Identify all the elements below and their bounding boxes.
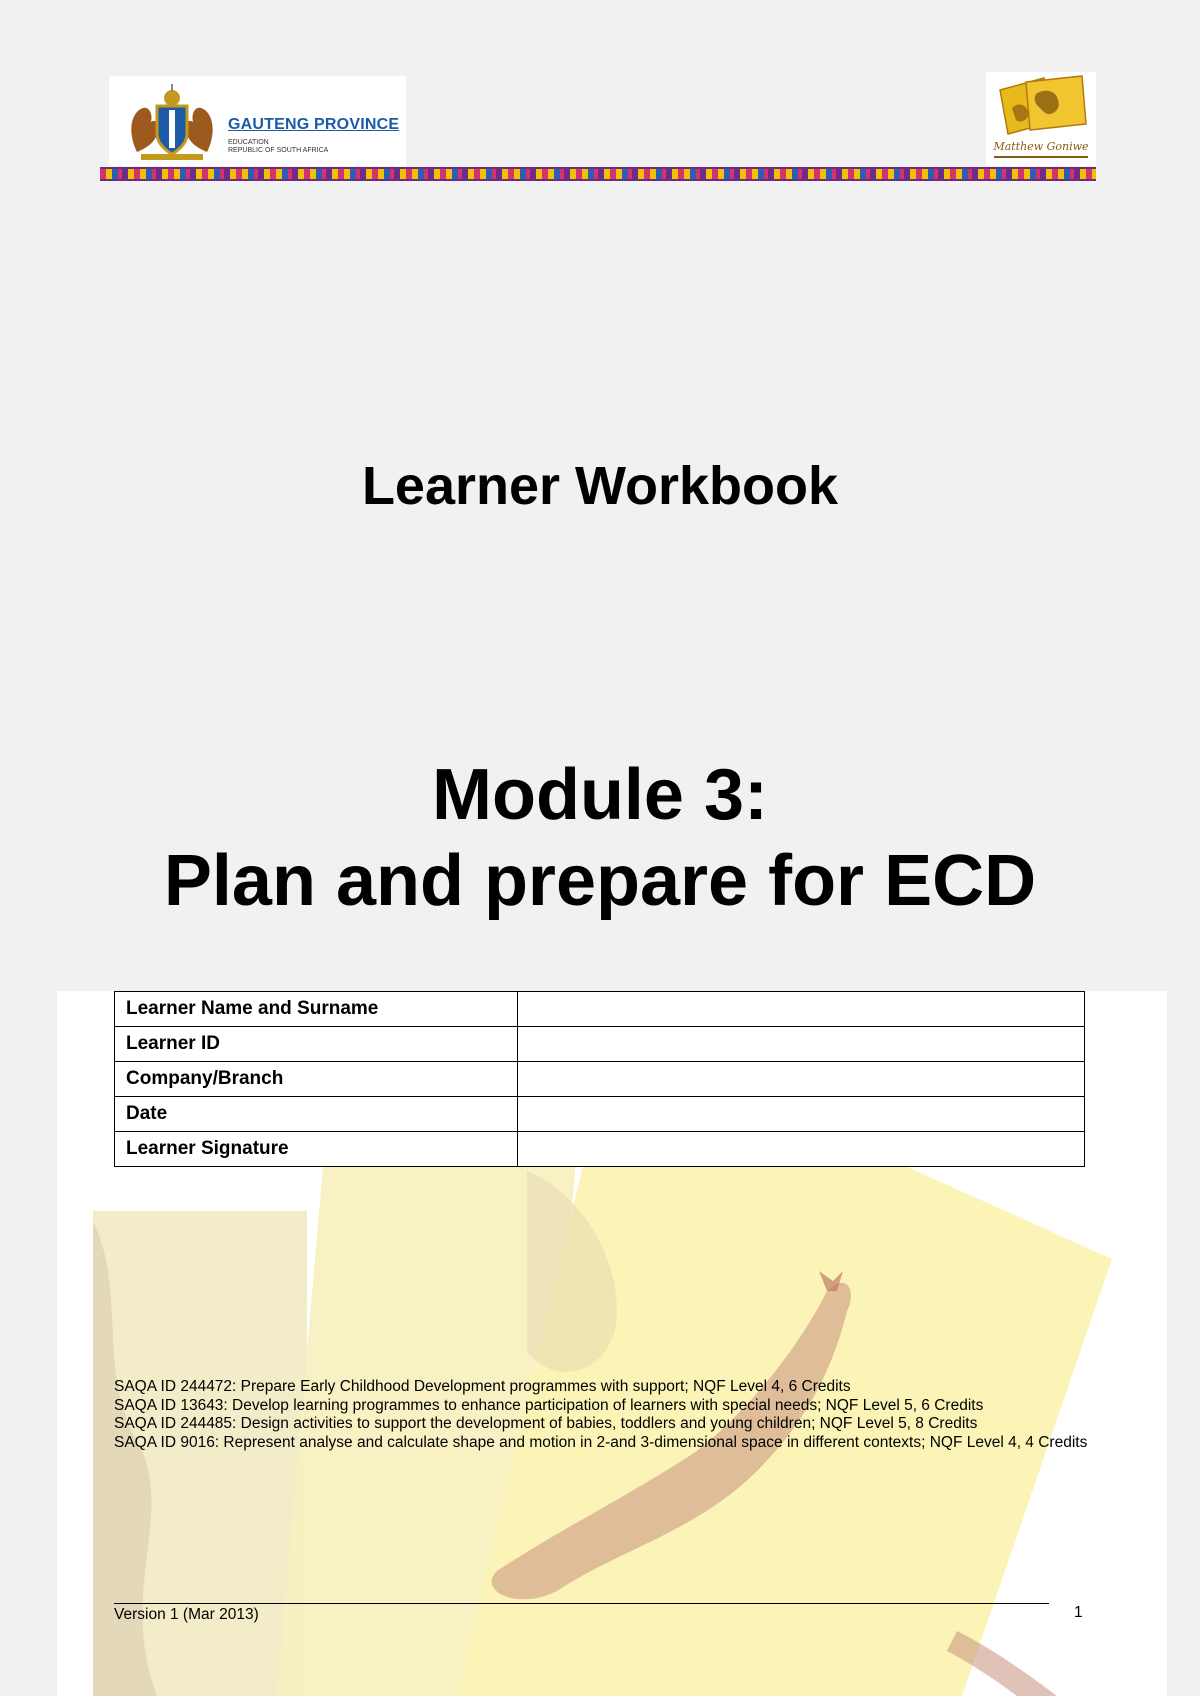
workbook-title: Learner Workbook <box>361 456 839 516</box>
gauteng-logo <box>109 76 406 166</box>
matthew-goniwe-brand: Matthew Goniwe <box>993 140 1089 153</box>
list-item: SAQA ID 9016: Represent analyse and calculate shape and motion in 2-and 3-dimensional space in different contexts; NQF Level 4, 4 Credits <box>114 1433 1088 1451</box>
footer-version: Version 1 (Mar 2013) <box>114 1606 259 1623</box>
row-label: Date <box>115 1097 518 1132</box>
matthew-goniwe-logo <box>986 72 1096 166</box>
row-label: Learner Signature <box>115 1132 518 1167</box>
learner-signature-field[interactable] <box>518 1132 1085 1167</box>
module-title <box>0 752 1200 924</box>
table-row <box>115 1062 1085 1097</box>
matthew-goniwe-emblem-icon <box>986 72 1096 166</box>
table-row <box>115 1132 1085 1167</box>
module-name: Plan and prepare for ECD <box>163 841 1037 921</box>
footer-divider <box>114 1603 1049 1604</box>
learner-name-field[interactable] <box>518 992 1085 1027</box>
gauteng-country: REPUBLIC OF SOUTH AFRICA <box>228 147 329 154</box>
gauteng-department: EDUCATION <box>228 139 269 146</box>
decorative-pattern-band <box>100 167 1096 181</box>
row-label: Company/Branch <box>115 1062 518 1097</box>
list-item: SAQA ID 244485: Design activities to support the development of babies, toddlers and young children; NQF Level 5, 8 Credits <box>114 1415 978 1432</box>
page-number: 1 <box>1074 1604 1083 1621</box>
date-field[interactable] <box>518 1097 1085 1132</box>
table-row <box>115 1097 1085 1132</box>
coat-of-arms-icon <box>117 82 227 162</box>
module-number: Module 3: <box>432 755 768 835</box>
gauteng-subtitle <box>228 139 328 155</box>
learner-details-table <box>114 991 1085 1167</box>
list-item: SAQA ID 13643: Develop learning programmes to enhance participation of learners with special needs; NQF Level 5, 6 Credits <box>114 1396 984 1414</box>
company-branch-field[interactable] <box>518 1062 1085 1097</box>
row-label: Learner ID <box>115 1027 518 1062</box>
list-item: SAQA ID 244472: Prepare Early Childhood Development programmes with support; NQF Level 4, 6 Credits <box>114 1378 851 1395</box>
row-label: Learner Name and Surname <box>115 992 518 1027</box>
unit-standards-list <box>114 1378 1094 1452</box>
table-row <box>115 1027 1085 1062</box>
learner-id-field[interactable] <box>518 1027 1085 1062</box>
gauteng-brand-text: GAUTENG PROVINCE <box>228 116 400 133</box>
table-row <box>115 992 1085 1027</box>
